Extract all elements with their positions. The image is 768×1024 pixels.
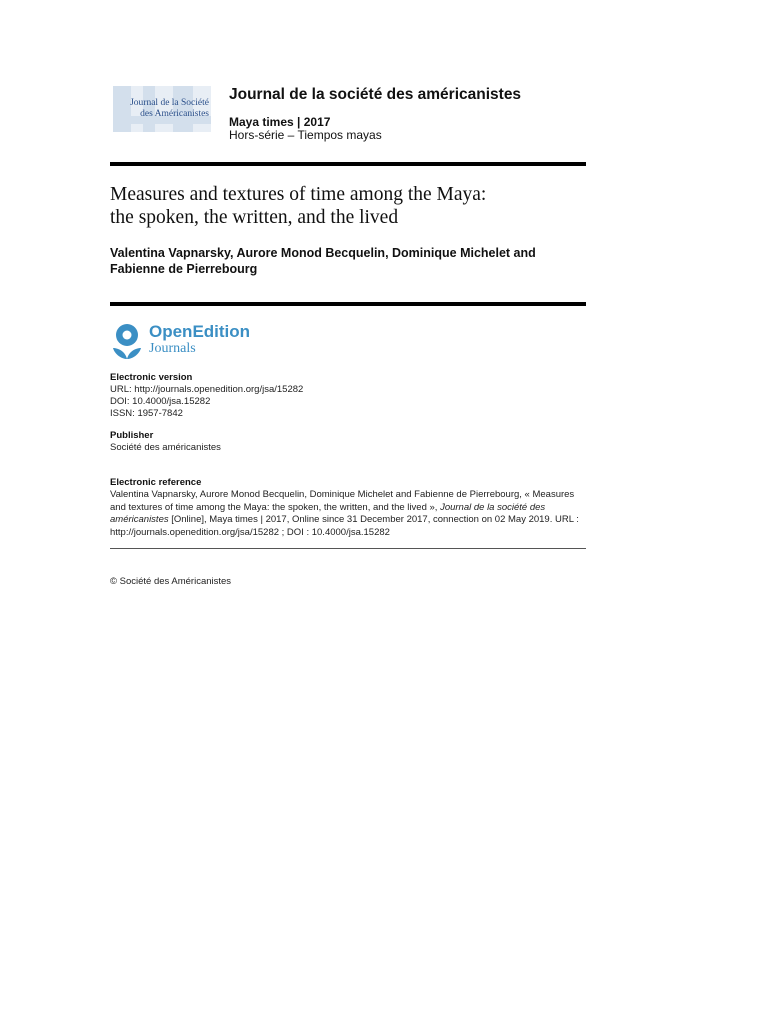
electronic-version-url[interactable]: URL: http://journals.openedition.org/jsa/15282: [110, 384, 304, 395]
journal-title: Journal de la société des américanistes: [229, 86, 522, 103]
logo-text: [113, 98, 211, 120]
electronic-version-label: Electronic version: [110, 372, 193, 383]
authors-line2: Fabienne de Pierrebourg: [110, 262, 258, 276]
issue-label: Maya times | 2017: [229, 115, 331, 129]
copyright-notice: © Société des Américanistes: [110, 576, 232, 587]
logo-line1: Journal de la Société: [130, 98, 209, 108]
article-title-line1: Measures and textures of time among the Maya:: [110, 184, 487, 205]
authors-line1: Valentina Vapnarsky, Aurore Monod Becquelin, Dominique Michelet and: [110, 246, 536, 260]
reference-part1: Valentina Vapnarsky, Aurore Monod Becquelin, Dominique Michelet and Fabienne de Pierrebourg, « Measures and textures of time among the Maya: the spoken, the written, and the lived »,: [110, 489, 575, 513]
publisher-label: Publisher: [110, 430, 154, 441]
top-divider: [110, 162, 586, 166]
electronic-reference-label: Electronic reference: [110, 477, 202, 488]
article-authors: [110, 245, 590, 277]
bottom-divider: [110, 548, 586, 549]
journal-logo: [113, 86, 211, 132]
issue-subtitle: Hors-série – Tiempos mayas: [229, 128, 382, 142]
electronic-version-doi[interactable]: DOI: 10.4000/jsa.15282: [110, 396, 211, 407]
electronic-version-issn: ISSN: 1957-7842: [110, 408, 183, 419]
openedition-brand: OpenEdition: [149, 322, 251, 341]
electronic-reference-block: [110, 477, 201, 489]
publisher-name: Société des américanistes: [110, 442, 221, 453]
middle-divider: [110, 302, 586, 306]
openedition-journals: Journals: [149, 341, 196, 356]
article-title: [110, 183, 590, 229]
electronic-version-block: [110, 372, 303, 420]
article-title-line2: the spoken, the written, and the lived: [110, 207, 399, 228]
logo-line2: des Américanistes: [140, 109, 209, 119]
reference-part2: [Online], Maya times | 2017, Online since 31 December 2017, connection on 02 May 2019. URL : http://journals.openedition.org/jsa/15282 ; DOI : 10.4000/jsa.15282: [110, 514, 579, 538]
reference-journal: Journal de la société des américanistes: [110, 501, 546, 525]
publisher-block: [110, 430, 221, 454]
electronic-reference-text: [110, 489, 590, 539]
